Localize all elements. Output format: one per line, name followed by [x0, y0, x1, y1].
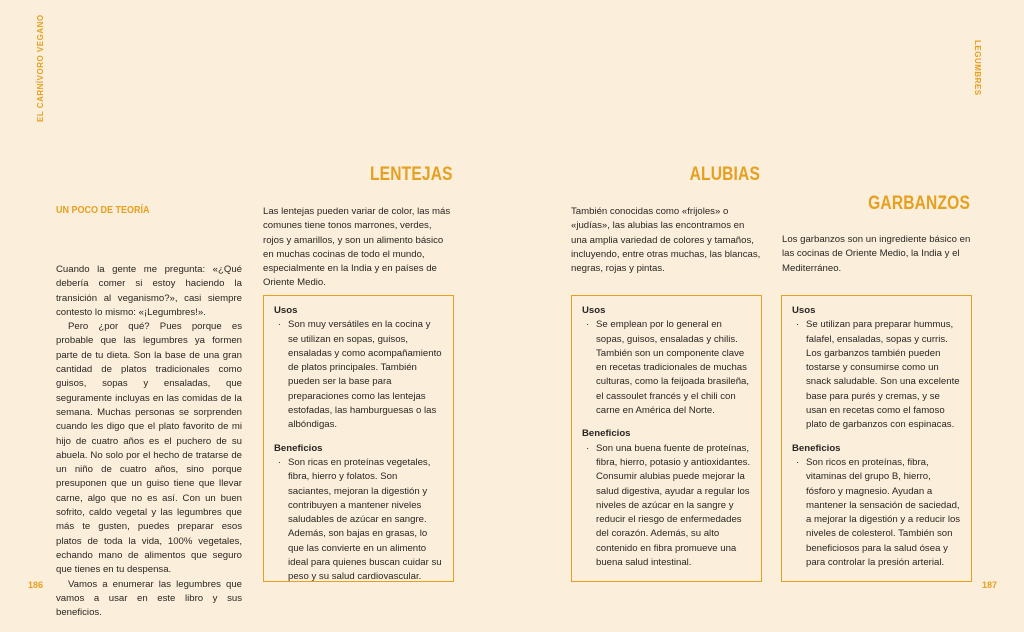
- benefits-label: Beneficios: [582, 428, 631, 440]
- intro-text: [56, 263, 242, 620]
- uses-label: Usos: [792, 305, 816, 316]
- uses-item: · Se utilizan para preparar hummus, falafel, ensaladas, sopas y curris. Los garbanzos también pueden tostarse y consumirse como un snack saludable. Son una excelente base para purés y cremas, y se usan en recetas como el famoso plato de garbanzos con espinacas.: [796, 319, 960, 431]
- uses-text: Son muy versátiles en la cocina y se utilizan en sopas, guisos, ensaladas y como acompañamiento de platos principales. También pueden ser la base para preparaciones como las lentejas estofadas, las hamburguesas o las albóndigas.: [288, 319, 442, 431]
- section-description-alubias: También conocidas como «frijoles» o «judías», las alubias las encontramos en una amplia variedad de colores y tamaños, incluyendo, entre otras muchas, las blancas, negras, rojas y pintas.: [571, 206, 761, 275]
- benefits-text: Son una buena fuente de proteínas, fibra, hierro, potasio y antioxidantes. Consumir alubias puede mejorar la salud digestiva, ayudar a regular los niveles de azúcar en la sangre y reducir el riesgo de enfermedades del corazón. Además, su alto contenido en fibra promueve una buena salud intestinal.: [596, 442, 751, 569]
- section-title-lentejas: LENTEJAS: [370, 164, 453, 185]
- intro-paragraph: Cuando la gente me pregunta: «¿Qué debería comer si estoy haciendo la transición al veganismo?», casi siempre contesto lo mismo: «¡Legumbres!».: [56, 264, 242, 318]
- running-head-left: [24, 14, 45, 160]
- benefits-item: · Son ricos en proteínas, fibra, vitaminas del grupo B, hierro, fósforo y magnesio. Ayudan a mantener la sensación de saciedad, a mejorar la digestión y a reducir los niveles de colesterol. También son beneficiosos para la salud ósea y para controlar la presión arterial.: [796, 456, 961, 569]
- theory-heading: UN POCO DE TEORÍA: [56, 205, 150, 216]
- uses-label: Usos: [582, 305, 606, 316]
- benefits-text: Son ricas en proteínas vegetales, fibra, hierro y folatos. Son saciantes, mejoran la digestión y contribuyen a mantener niveles saludables de azúcar en sangre. Además, son bajas en grasas, lo que las convierte en un alimento ideal para quienes buscan cuidar su peso y su salud cardiovascular.: [288, 456, 442, 583]
- intro-paragraph: Pero ¿por qué? Pues porque es probable que las legumbres ya formen parte de tu dieta. Son la base de una gran cantidad de platos tradicionales como guisos, sopas y ensaladas, que seguramente incluyas en las comidas de la semana. Muchas personas se sorprenden cuando les digo que el plato favorito de mi hijo de cuatro años es el puchero de su abuela. No solo por el hecho de tratarse de un niño de cuatro años, sino porque presuponen que un guiso tiene que llevar carne, algo que no es así. Con un buen sofrito, caldo vegetal y las legumbres que más te gusten, puedes preparar esos platos de toda la vida, 100% vegetales, echando mano de alimentos que seguro que tienes en tu despensa.: [56, 321, 242, 576]
- running-head-right-text: LEGUMBRES: [973, 40, 982, 96]
- page-number-right: 187: [982, 580, 998, 590]
- page-number-left: 186: [28, 580, 44, 590]
- uses-label: Usos: [274, 305, 298, 316]
- benefits-item: · Son ricas en proteínas vegetales, fibra, hierro y folatos. Son saciantes, mejoran la digestión y contribuyen a mantener niveles saludables de azúcar en sangre. Además, son bajas en grasas, lo que las convierte en un alimento ideal para quienes buscan cuidar su peso y su salud cardiovascular.: [278, 456, 442, 583]
- uses-text: Se utilizan para preparar hummus, falafel, ensaladas, sopas y curris. Los garbanzos también pueden tostarse y consumirse como un snack saludable. Son una excelente base para purés y cremas, y se usan en recetas como el famoso plato de garbanzos con espinacas.: [806, 319, 960, 431]
- section-description-garbanzos: Los garbanzos son un ingrediente básico en las cocinas de Oriente Medio, la India y el Mediterráneo.: [782, 234, 971, 274]
- benefits-text: Son ricos en proteínas, fibra, vitaminas del grupo B, hierro, fósforo y magnesio. Ayudan a mantener la sensación de saciedad, a mejorar la digestión y a reducir los niveles de colesterol. También son beneficiosos para la salud ósea y para controlar la presión arterial.: [806, 456, 961, 569]
- uses-text: Se emplean por lo general en sopas, guisos, ensaladas y chilis. También son un componente clave en recetas tradicionales de muchas culturas, como la feijoada brasileña, el cassoulet francés y el chili con carne en América del Norte.: [596, 319, 750, 417]
- uses-item: · Son muy versátiles en la cocina y se utilizan en sopas, guisos, ensaladas y como acompañamiento de platos principales. También pueden ser la base para preparaciones como las lentejas estofadas, las hamburguesas o las albóndigas.: [278, 319, 442, 431]
- uses-item: · Se emplean por lo general en sopas, guisos, ensaladas y chilis. También son un componente clave en recetas tradicionales de muchas culturas, como la feijoada brasileña, el cassoulet francés y el chili con carne en América del Norte.: [586, 319, 750, 417]
- intro-paragraph: Vamos a enumerar las legumbres que vamos a usar en este libro y sus beneficios.: [56, 578, 242, 619]
- info-box-alubias: [571, 295, 762, 582]
- section-title-garbanzos: GARBANZOS: [868, 193, 970, 214]
- benefits-label: Beneficios: [274, 442, 323, 454]
- running-head-right: [973, 40, 994, 160]
- benefits-item: · Son una buena fuente de proteínas, fibra, hierro, potasio y antioxidantes. Consumir alubias puede mejorar la salud digestiva, ayudar a regular los niveles de azúcar en la sangre y reducir el riesgo de enfermedades del corazón. Además, su alto contenido en fibra promueve una buena salud intestinal.: [586, 442, 751, 569]
- info-box-lentejas: [263, 295, 454, 582]
- benefits-label: Beneficios: [792, 442, 841, 454]
- running-head-left-text: EL CARNÍVORO VEGANO: [36, 14, 45, 122]
- info-box-garbanzos: [781, 295, 972, 582]
- section-title-alubias: ALUBIAS: [689, 164, 760, 185]
- section-description-lentejas: Las lentejas pueden variar de color, las más comunes tiene tonos marrones, verdes, rojos y amarillos, y son un alimento básico en muchas cocinas de todo el mundo, especialmente en la India y en países de Oriente Medio.: [263, 206, 451, 289]
